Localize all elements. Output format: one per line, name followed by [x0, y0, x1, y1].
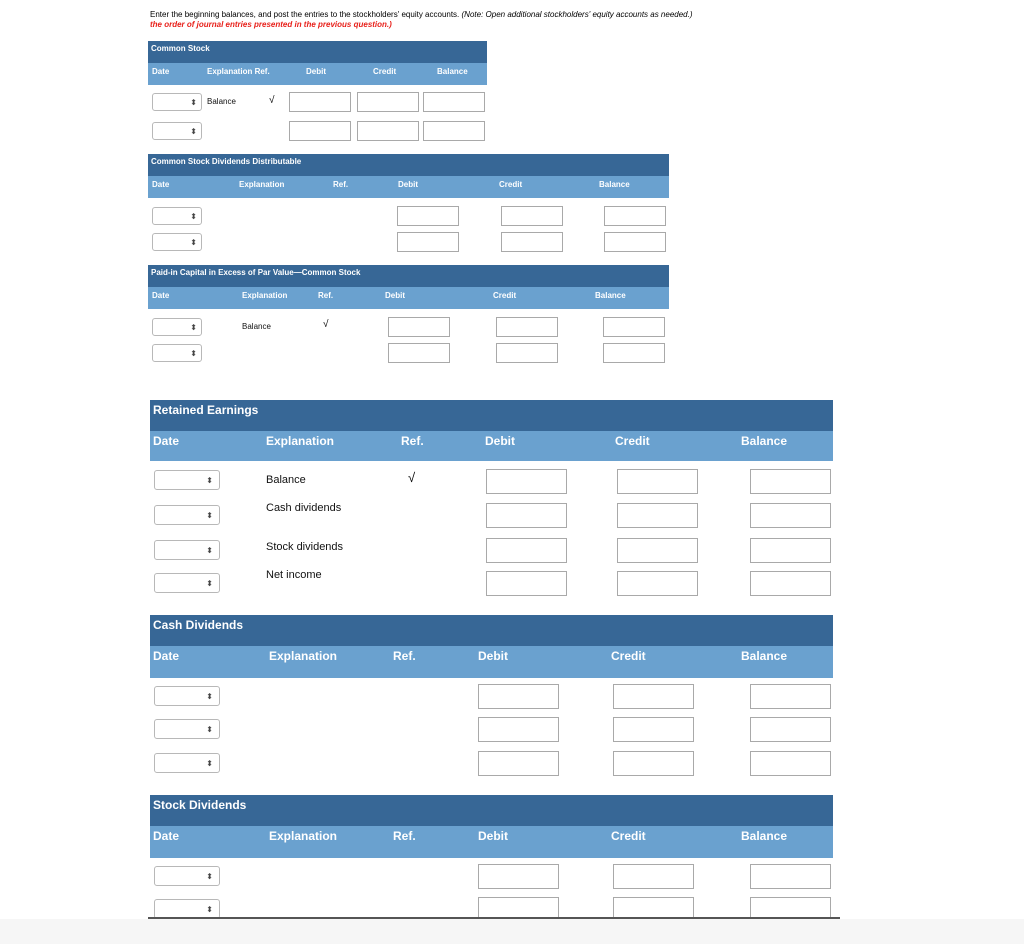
- header-credit: Credit: [373, 67, 397, 76]
- header-date: Date: [153, 649, 180, 663]
- credit-input[interactable]: [357, 92, 419, 112]
- header-balance: Balance: [437, 67, 468, 76]
- account-paid-in-capital: [148, 265, 669, 358]
- debit-input[interactable]: [486, 571, 567, 596]
- account-title: Retained Earnings: [150, 400, 833, 431]
- date-select[interactable]: [152, 93, 202, 111]
- updown-arrows-icon: ⬍: [206, 872, 213, 881]
- account-retained-earnings: [150, 400, 833, 588]
- balance-input[interactable]: [750, 503, 831, 528]
- header-balance: Balance: [741, 434, 788, 448]
- ref-check: √: [269, 95, 275, 106]
- balance-input[interactable]: [750, 469, 831, 494]
- debit-input[interactable]: [478, 717, 559, 742]
- balance-input[interactable]: [603, 317, 665, 337]
- account-cs-dividends-distributable: [148, 154, 669, 247]
- header-ref: Ref.: [333, 180, 349, 189]
- date-select[interactable]: [152, 318, 202, 336]
- account-header: [150, 826, 833, 858]
- date-select[interactable]: [152, 122, 202, 140]
- header-explanation: Explanation: [239, 180, 285, 189]
- header-credit: Credit: [615, 434, 650, 448]
- debit-input[interactable]: [486, 469, 567, 494]
- debit-input[interactable]: [397, 232, 459, 252]
- credit-input[interactable]: [617, 469, 698, 494]
- header-debit: Debit: [306, 67, 326, 76]
- account-title: Paid-in Capital in Excess of Par Value—Common Stock: [148, 265, 669, 287]
- credit-input[interactable]: [617, 503, 698, 528]
- account-title: Stock Dividends: [150, 795, 833, 826]
- debit-input[interactable]: [478, 864, 559, 889]
- header-explanation: Explanation: [269, 829, 338, 843]
- header-balance: Balance: [741, 829, 788, 843]
- balance-input[interactable]: [750, 684, 831, 709]
- balance-input[interactable]: [423, 92, 485, 112]
- ref-check: √: [408, 470, 416, 485]
- instructions: [150, 10, 1010, 30]
- header-credit: Credit: [611, 829, 646, 843]
- debit-input[interactable]: [478, 751, 559, 776]
- header-date: Date: [152, 67, 170, 76]
- date-select[interactable]: [154, 470, 220, 490]
- credit-input[interactable]: [613, 751, 694, 776]
- debit-input[interactable]: [388, 343, 450, 363]
- account-common-stock: [148, 41, 487, 136]
- header-explanation: Explanation: [242, 291, 288, 300]
- balance-input[interactable]: [750, 864, 831, 889]
- account-title: Common Stock Dividends Distributable: [148, 154, 669, 176]
- header-debit: Debit: [398, 180, 418, 189]
- debit-input[interactable]: [289, 121, 351, 141]
- date-select[interactable]: [154, 753, 220, 773]
- header-ref: Ref.: [393, 829, 416, 843]
- date-select[interactable]: [154, 866, 220, 886]
- credit-input[interactable]: [613, 684, 694, 709]
- header-balance: Balance: [741, 649, 788, 663]
- debit-input[interactable]: [486, 538, 567, 563]
- instructions-red: the order of journal entries presented in the previous question.): [150, 20, 392, 29]
- date-select[interactable]: [154, 719, 220, 739]
- updown-arrows-icon: ⬍: [206, 579, 213, 588]
- updown-arrows-icon: ⬍: [190, 323, 197, 332]
- date-select[interactable]: [152, 344, 202, 362]
- account-header: [148, 287, 669, 309]
- account-stock-dividends: [150, 795, 833, 914]
- account-title: Cash Dividends: [150, 615, 833, 646]
- updown-arrows-icon: ⬍: [190, 98, 197, 107]
- header-date: Date: [153, 434, 180, 448]
- account-header: [148, 63, 487, 85]
- account-title: Common Stock: [148, 41, 487, 63]
- updown-arrows-icon: ⬍: [206, 692, 213, 701]
- header-credit: Credit: [493, 291, 517, 300]
- instructions-main: Enter the beginning balances, and post the entries to the stockholders' equity accounts.: [150, 10, 460, 19]
- debit-input[interactable]: [478, 684, 559, 709]
- balance-input[interactable]: [750, 538, 831, 563]
- credit-input[interactable]: [501, 232, 563, 252]
- updown-arrows-icon: ⬍: [206, 725, 213, 734]
- header-debit: Debit: [478, 649, 508, 663]
- header-ref: Ref.: [318, 291, 334, 300]
- header-date: Date: [152, 180, 170, 189]
- header-explanation-ref: Explanation Ref.: [207, 67, 270, 76]
- balance-input[interactable]: [423, 121, 485, 141]
- updown-arrows-icon: ⬍: [190, 127, 197, 136]
- page-bottom-fade: [0, 919, 1024, 944]
- account-cash-dividends: [150, 615, 833, 768]
- header-debit: Debit: [478, 829, 508, 843]
- credit-input[interactable]: [357, 121, 419, 141]
- header-ref: Ref.: [401, 434, 424, 448]
- date-select[interactable]: [154, 686, 220, 706]
- date-select[interactable]: [154, 505, 220, 525]
- credit-input[interactable]: [496, 317, 558, 337]
- row-explanation: Balance: [266, 474, 306, 486]
- date-select[interactable]: [152, 207, 202, 225]
- credit-input[interactable]: [617, 538, 698, 563]
- date-select[interactable]: [152, 233, 202, 251]
- balance-input[interactable]: [750, 571, 831, 596]
- header-balance: Balance: [595, 291, 626, 300]
- updown-arrows-icon: ⬍: [206, 546, 213, 555]
- header-ref: Ref.: [393, 649, 416, 663]
- header-date: Date: [153, 829, 180, 843]
- debit-input[interactable]: [388, 317, 450, 337]
- header-debit: Debit: [385, 291, 405, 300]
- updown-arrows-icon: ⬍: [206, 476, 213, 485]
- date-select[interactable]: [154, 899, 220, 919]
- row-explanation: Balance: [242, 322, 271, 331]
- header-explanation: Explanation: [266, 434, 335, 448]
- credit-input[interactable]: [613, 864, 694, 889]
- updown-arrows-icon: ⬍: [206, 511, 213, 520]
- row-explanation: Cash dividends: [266, 502, 342, 514]
- row-explanation: Stock dividends: [266, 541, 344, 553]
- account-header: [150, 431, 833, 461]
- balance-input[interactable]: [604, 206, 666, 226]
- updown-arrows-icon: ⬍: [190, 212, 197, 221]
- debit-input[interactable]: [289, 92, 351, 112]
- debit-input[interactable]: [397, 206, 459, 226]
- credit-input[interactable]: [617, 571, 698, 596]
- updown-arrows-icon: ⬍: [206, 905, 213, 914]
- header-explanation: Explanation: [269, 649, 338, 663]
- balance-input[interactable]: [603, 343, 665, 363]
- date-select[interactable]: [154, 573, 220, 593]
- date-select[interactable]: [154, 540, 220, 560]
- balance-input[interactable]: [750, 751, 831, 776]
- account-header: [148, 176, 669, 198]
- row-explanation: Balance: [207, 97, 236, 106]
- header-date: Date: [152, 291, 170, 300]
- updown-arrows-icon: ⬍: [206, 759, 213, 768]
- balance-input[interactable]: [604, 232, 666, 252]
- instructions-note: (Note: Open additional stockholders' equity accounts as needed.): [461, 10, 693, 19]
- account-header: [150, 646, 833, 678]
- header-debit: Debit: [485, 434, 515, 448]
- updown-arrows-icon: ⬍: [190, 349, 197, 358]
- header-balance: Balance: [599, 180, 630, 189]
- header-credit: Credit: [611, 649, 646, 663]
- credit-input[interactable]: [501, 206, 563, 226]
- balance-input[interactable]: [750, 717, 831, 742]
- row-explanation: Net income: [266, 569, 322, 581]
- ref-check: √: [323, 319, 329, 330]
- updown-arrows-icon: ⬍: [190, 238, 197, 247]
- credit-input[interactable]: [613, 717, 694, 742]
- header-credit: Credit: [499, 180, 523, 189]
- credit-input[interactable]: [496, 343, 558, 363]
- debit-input[interactable]: [486, 503, 567, 528]
